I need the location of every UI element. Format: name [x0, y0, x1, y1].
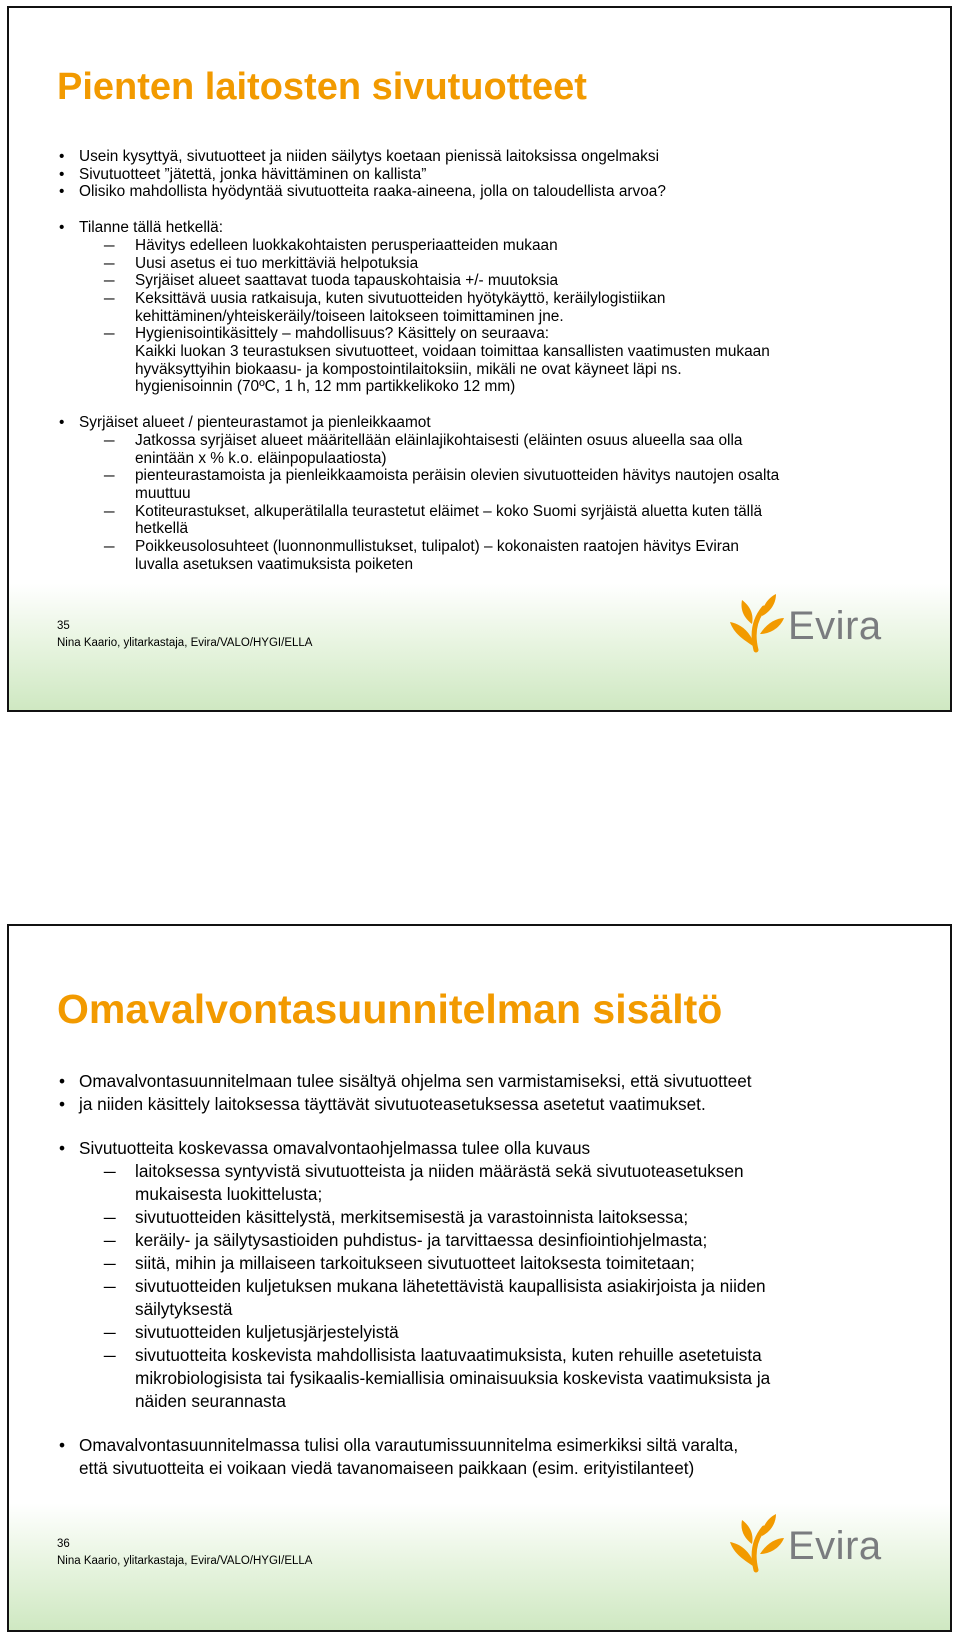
slide-title: Omavalvontasuunnitelman sisältö — [57, 986, 723, 1032]
sub-bullet-item: – laitoksessa syntyvistä sivutuotteista ja niiden määrästä sekä sivutuoteasetuksen — [57, 1160, 910, 1183]
sub-bullet-item: – Poikkeusolosuhteet (luonnonmullistukset, tulipalot) – kokonaisten raatojen hävitys Eviran — [57, 538, 910, 556]
sub-bullet-continuation: hetkellä — [135, 520, 189, 538]
evira-logo-icon — [726, 590, 788, 656]
sub-bullet-continuation: hyväksyttyihin biokaasu- ja kompostointilaitoksiin, mikäli ne ovat käyneet läpi ns. — [135, 360, 682, 378]
sub-bullet-continuation: luvalla asetuksen vaatimuksista poiketen — [135, 555, 414, 573]
sub-bullet-continuation: enintään x % k.o. eläinpopulaatiosta) — [135, 449, 387, 467]
slide-title: Pienten laitosten sivutuotteet — [57, 66, 587, 108]
bullet-item: • Usein kysyttyä, sivutuotteet ja niiden säilytys koetaan pienissä laitoksissa ongelmaksi — [57, 148, 910, 166]
author-line: Nina Kaario, ylitarkastaja, Evira/VALO/HYGI/ELLA — [57, 637, 313, 649]
slide-body — [57, 1070, 910, 1480]
evira-logo — [726, 1510, 896, 1576]
sub-bullet-item: – Keksittävä uusia ratkaisuja, kuten sivutuotteiden hyötykäyttö, keräilylogistiikan — [57, 290, 910, 308]
spacer — [57, 1116, 910, 1137]
spacer — [57, 396, 910, 414]
sub-bullet-continuation: kehittäminen/yhteiskeräily/toiseen laitokseen toimittaminen jne. — [135, 307, 564, 325]
bullet-continuation: että sivutuotteita ei voikaan viedä tavanomaiseen paikkaan (esim. erityistilanteet) — [79, 1458, 695, 1478]
logo-wordmark: Evira — [788, 604, 882, 648]
bullet-item: • Syrjäiset alueet / pienteurastamot ja pienleikkaamot — [57, 414, 910, 432]
bullet-item: • Sivutuotteet ”jätettä, jonka hävittäminen on kallista” — [57, 166, 910, 184]
bullet-item: • Sivutuotteita koskevassa omavalvontaohjelmassa tulee olla kuvaus — [57, 1137, 910, 1160]
sub-bullet-item: – Syrjäiset alueet saattavat tuoda tapauskohtaisia +/- muutoksia — [57, 272, 910, 290]
logo-wordmark: Evira — [788, 1524, 882, 1568]
bullet-item: • Tilanne tällä hetkellä: — [57, 219, 910, 237]
slide-footer — [57, 1536, 312, 1570]
sub-bullet-item: – pienteurastamoista ja pienleikkaamoista peräisin olevien sivutuotteiden hävitys nautojen osalta — [57, 467, 910, 485]
slide-body — [57, 148, 910, 573]
sub-bullet-continuation: näiden seurannasta — [135, 1391, 286, 1411]
sub-bullet-item: – Uusi asetus ei tuo merkittäviä helpotuksia — [57, 255, 910, 273]
sub-bullet-continuation: säilytyksestä — [135, 1299, 233, 1319]
page-number: 36 — [57, 1538, 70, 1550]
bullet-continuation — [57, 1093, 910, 1116]
author-line: Nina Kaario, ylitarkastaja, Evira/VALO/HYGI/ELLA — [57, 1555, 313, 1567]
sub-bullet-item: – sivutuotteiden käsittelystä, merkitsemisestä ja varastoinnista laitoksessa; — [57, 1206, 910, 1229]
sub-bullet-item: – sivutuotteiden kuljetusjärjestelyistä — [57, 1321, 910, 1344]
sub-bullet-item: – siitä, mihin ja millaiseen tarkoitukseen sivutuotteet laitoksesta toimitetaan; — [57, 1252, 910, 1275]
sub-bullet-item: – Hävitys edelleen luokkakohtaisten perusperiaatteiden mukaan — [57, 237, 910, 255]
sub-bullet-item: – keräily- ja säilytysastioiden puhdistus- ja tarvittaessa desinfiointiohjelmasta; — [57, 1229, 910, 1252]
sub-bullet-continuation: hygienisoinnin (70ºC, 1 h, 12 mm partikkelikoko 12 mm) — [135, 378, 516, 396]
sub-bullet-item: – sivutuotteita koskevista mahdollisista laatuvaatimuksista, kuten rehuille asetetuista — [57, 1344, 910, 1367]
spacer — [57, 1413, 910, 1434]
bullet-item: • Omavalvontasuunnitelmaan tulee sisältyä ohjelma sen varmistamiseksi, että sivutuotteet — [57, 1070, 910, 1093]
bullet-item: • Omavalvontasuunnitelmassa tulisi olla varautumissuunnitelma esimerkiksi siltä varalta, — [57, 1434, 910, 1457]
sub-bullet-continuation: mikrobiologisista tai fysikaalis-kemiallisia ominaisuuksia koskevista vaatimuksista ja — [135, 1368, 771, 1388]
bullet-continuation-text: ja niiden käsittely laitoksessa täyttävät sivutuoteasetuksessa asetetut vaatimukset. — [79, 1094, 706, 1114]
slide-36 — [7, 924, 952, 1632]
bullet-item: • Olisiko mahdollista hyödyntää sivutuotteita raaka-aineena, jolla on taloudellista arvoa? — [57, 183, 910, 201]
sub-bullet-item: – Jatkossa syrjäiset alueet määritellään eläinlajikohtaisesti (eläinten osuus alueella saa olla — [57, 432, 910, 450]
sub-bullet-item: – Kotiteurastukset, alkuperätilalla teurastetut eläimet – koko Suomi syrjäistä aluetta kuten tällä — [57, 503, 910, 521]
sub-bullet-item: – sivutuotteiden kuljetuksen mukana lähetettävistä kaupallisista asiakirjoista ja niiden — [57, 1275, 910, 1298]
slide-35 — [7, 6, 952, 712]
sub-bullet-continuation: Kaikki luokan 3 teurastuksen sivutuotteet, voidaan toimittaa kansallisten vaatimusten mukaan — [135, 343, 770, 361]
spacer — [57, 201, 910, 219]
evira-logo-icon — [726, 1510, 788, 1576]
sub-bullet-continuation: mukaisesta luokittelusta; — [135, 1184, 323, 1204]
sub-bullet-item: – Hygienisointikäsittely – mahdollisuus? Käsittely on seuraava: — [57, 325, 910, 343]
page-number: 35 — [57, 620, 70, 632]
sub-bullet-continuation: muuttuu — [135, 484, 191, 502]
slide-footer — [57, 618, 312, 652]
evira-logo — [726, 590, 896, 656]
